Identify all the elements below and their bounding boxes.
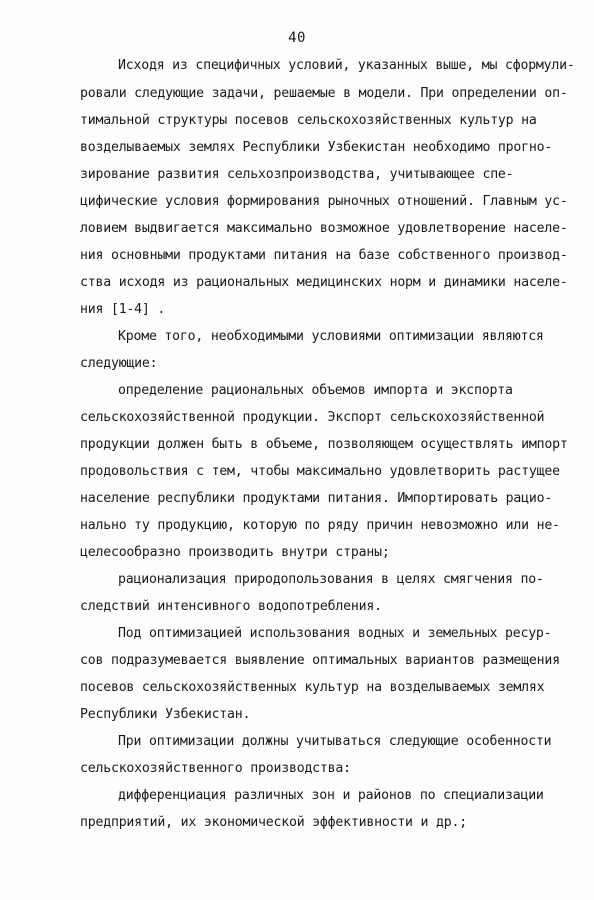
text-line-27: сельскохозяйственного производства: bbox=[80, 761, 351, 776]
text-line-25: Республики Узбекистан. bbox=[80, 707, 251, 722]
text-line-8: ния основными продуктами питания на базе собственного производ- bbox=[80, 248, 568, 263]
text-line-18: нально ту продукцию, которую по ряду причин невозможно или не- bbox=[80, 518, 560, 533]
text-line-26: При оптимизации должны учитываться следующие особенности bbox=[118, 734, 552, 749]
text-line-11: Кроме того, необходимыми условиями оптимизации являются bbox=[118, 329, 544, 344]
text-line-4: возделываемых землях Республики Узбекистан необходимо прогно- bbox=[80, 140, 553, 155]
text-line-29: предприятий, их экономической эффективности и др.; bbox=[80, 815, 467, 830]
text-line-10: ния [1-4] . bbox=[80, 302, 166, 317]
text-line-2: ровали следующие задачи, решаемые в модели. При определении оп- bbox=[80, 86, 568, 101]
text-line-3: тимальной структуры посевов сельскохозяйственных культур на bbox=[80, 113, 537, 128]
text-line-22: Под оптимизацией использования водных и земельных ресур- bbox=[118, 626, 552, 641]
text-line-7: ловием выдвигается максимально возможное удовлетворение населе- bbox=[80, 221, 568, 236]
text-line-19: целесообразно производить внутри страны; bbox=[80, 545, 390, 560]
text-line-5: зирование развития сельхозпроизводства, учитывающее спе- bbox=[80, 167, 514, 182]
text-line-17: население республики продуктами питания. Импортировать рацио- bbox=[80, 491, 553, 506]
text-line-14: сельскохозяйственной продукции. Экспорт сельскохозяйственной bbox=[80, 410, 545, 425]
text-line-15: продукции должен быть в объеме, позволяющем осуществлять импорт bbox=[80, 437, 568, 452]
text-line-16: продовольствия с тем, чтобы максимально удовлетворить растущее bbox=[80, 464, 560, 479]
text-line-13: определение рациональных объемов импорта и экспорта bbox=[118, 383, 513, 398]
text-line-12: следующие: bbox=[80, 356, 158, 371]
text-line-28: дифференциация различных зон и районов по специализации bbox=[118, 788, 544, 803]
text-line-9: ства исходя из рациональных медицинских норм и динамики населе- bbox=[80, 275, 568, 290]
text-line-20: рационализация природопользования в целях смягчения по- bbox=[118, 572, 544, 587]
text-line-24: посевов сельскохозяйственных культур на возделываемых землях bbox=[80, 680, 545, 695]
text-line-23: сов подразумевается выявление оптимальных вариантов размещения bbox=[80, 653, 560, 668]
text-line-1: Исходя из специфичных условий, указанных выше, мы сформули- bbox=[118, 58, 575, 73]
page-number: 40 bbox=[288, 30, 306, 46]
text-line-6: цифические условия формирования рыночных отношений. Главным ус- bbox=[80, 194, 568, 209]
text-line-21: следствий интенсивного водопотребления. bbox=[80, 599, 382, 614]
